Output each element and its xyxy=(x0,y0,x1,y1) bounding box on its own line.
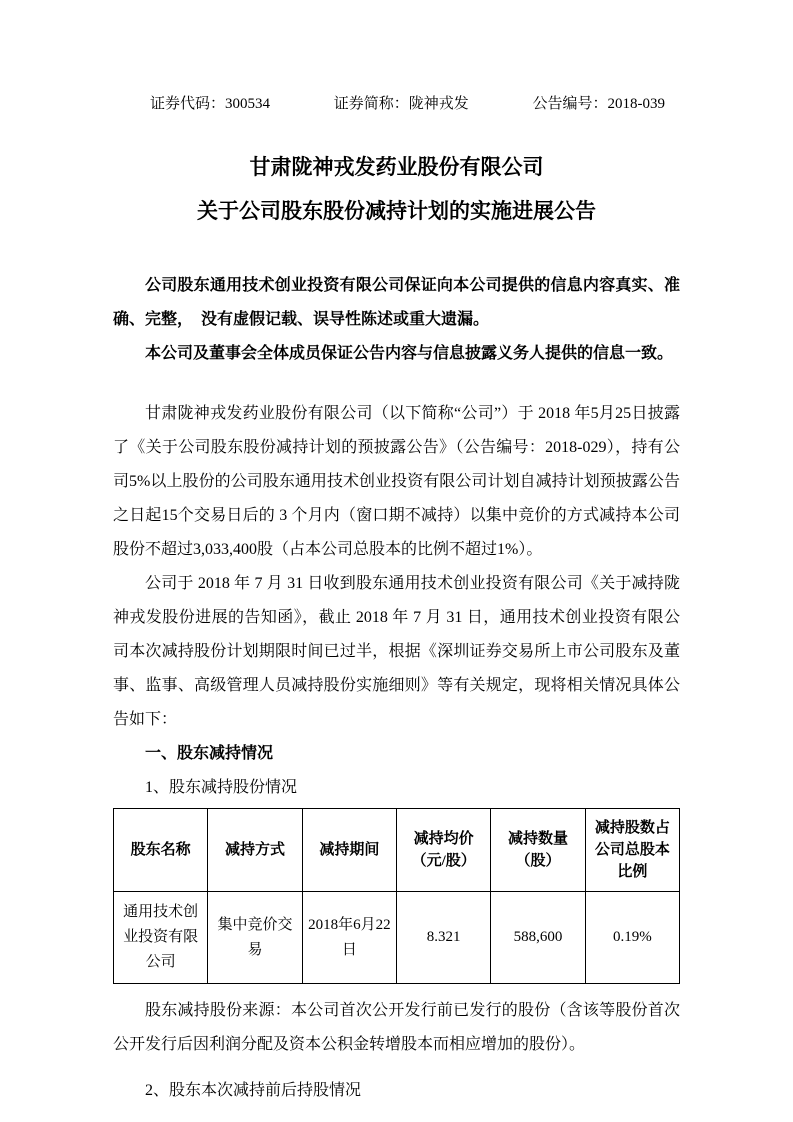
company-name-title: 甘肃陇神戎发药业股份有限公司 xyxy=(249,156,544,179)
share-source-note: 股东减持股份来源：本公司首次公开发行前已发行的股份（含该等股份首次公开发行后因利润分配及资本公积金转增股本而相应增加的股份）。 xyxy=(113,1002,680,1053)
body-paragraph-2: 公司于 2018 年 7 月 31 日收到股东通用技术创业投资有限公司《关于减持陇神戎发股份进展的告知函》，截止 2018 年 7 月 31 日，通用技术创业投资有限公司本次减持股份计划期限时间已过半，根据《深圳证券交易所上市公司股东及董事、监事、高级管理人员减持股份实施细则》等有关规定，现将相关情况具体公告如下： xyxy=(113,575,680,728)
stock-abbreviation: 证券简称：陇神戎发 xyxy=(333,96,469,112)
announcement-subject-title: 关于公司股东股份减持计划的实施进展公告 xyxy=(197,200,596,223)
header-reduction-quantity: 减持数量（股） xyxy=(491,809,585,892)
header-percent-of-total-shares: 减持股数占公司总股本比例 xyxy=(585,809,679,892)
table-row xyxy=(114,892,680,984)
header-shareholder-name: 股东名称 xyxy=(114,809,208,892)
cell-reduction-quantity: 588,600 xyxy=(491,892,585,984)
cell-percent-of-total-shares: 0.19% xyxy=(585,892,679,984)
cell-reduction-method: 集中竞价交易 xyxy=(208,892,302,984)
cell-reduction-period: 2018年6月22日 xyxy=(302,892,396,984)
body-block xyxy=(113,397,680,737)
header-average-price: 减持均价（元/股） xyxy=(396,809,490,892)
reduction-table xyxy=(113,808,680,984)
document-header xyxy=(113,93,680,115)
section-1-heading: 一、股东减持情况 xyxy=(145,745,274,762)
declaration-paragraph-2: 本公司及董事会全体成员保证公告内容与信息披露义务人提供的信息一致。 xyxy=(145,345,674,362)
table-header-row xyxy=(114,809,680,892)
subsection-1-heading: 1、股东减持股份情况 xyxy=(145,779,298,796)
header-reduction-method: 减持方式 xyxy=(208,809,302,892)
body-paragraph-1: 甘肃陇神戎发药业股份有限公司（以下简称“公司”）于 2018 年5月25日披露了《关于公司股东股份减持计划的预披露公告》（公告编号：2018-029），持有公司5%以上股份的公司股东通用技术创业投资有限公司计划自减持计划预披露公告之日起15个交易日后的 3 个月内（窗口期不减持）以集中竞价的方式减持本公司股份不超过3,033,400股（占本公司总股本的比例不超过1%）。 xyxy=(113,405,680,558)
announcement-number: 公告编号：2018-039 xyxy=(532,96,665,112)
header-reduction-period: 减持期间 xyxy=(302,809,396,892)
reduction-table-head xyxy=(114,809,680,892)
declaration-paragraph-1: 公司股东通用技术创业投资有限公司保证向本公司提供的信息内容真实、准确、完整， 没有虚假记载、误导性陈述或重大遗漏。 xyxy=(113,277,680,328)
declaration-block xyxy=(113,269,680,371)
cell-average-price: 8.321 xyxy=(396,892,490,984)
subsection-2-heading: 2、股东本次减持前后持股情况 xyxy=(145,1082,362,1099)
stock-code: 证券代码：300534 xyxy=(150,96,271,112)
cell-shareholder-name: 通用技术创业投资有限公司 xyxy=(114,892,208,984)
reduction-table-body xyxy=(114,892,680,984)
